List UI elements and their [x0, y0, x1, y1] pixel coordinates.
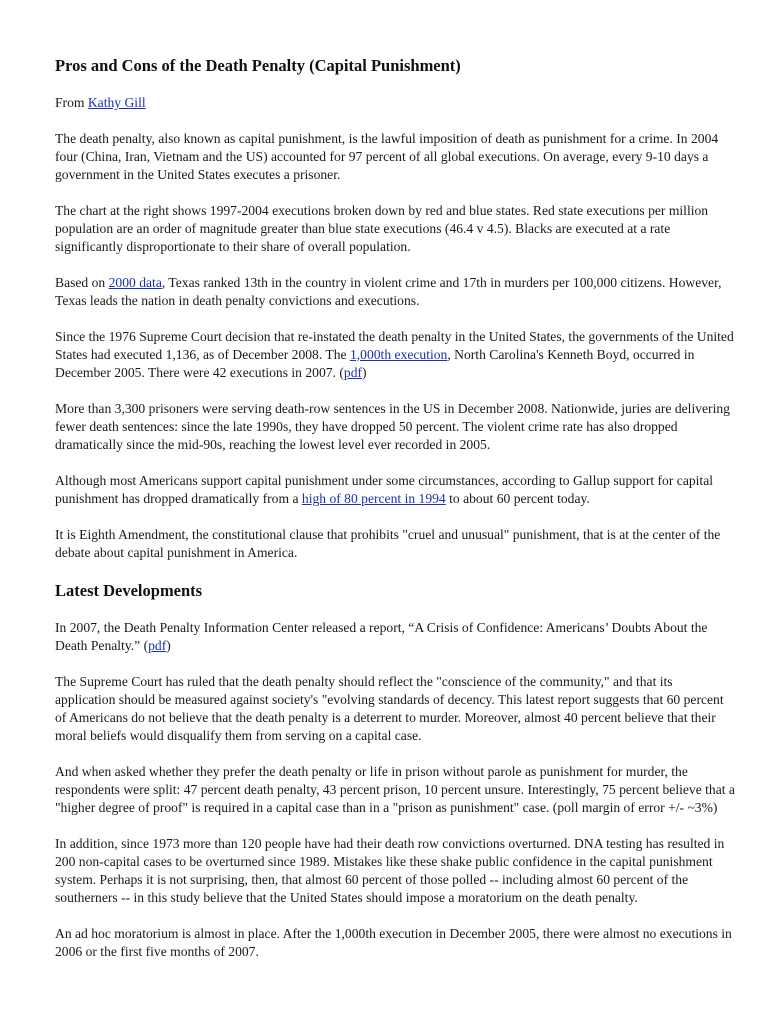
- section-heading-latest-developments: Latest Developments: [55, 581, 203, 600]
- author-link[interactable]: Kathy Gill: [87, 95, 146, 110]
- paragraph-poll-split: And when asked whether they prefer the death penalty or life in prison without parole as punishment for murder, the respondents were split: 47 percent death penalty, 43 percent prison, 10 percent unsure. Interestingly, 75 percent believe that a "higher degree of proof" is required in a capital case than in a "prison as punishment" case. (poll margin of error +/- ~3%): [55, 764, 735, 815]
- article-body: [55, 55, 735, 979]
- text-span: Based on: [55, 275, 109, 290]
- paragraph-conscience-of-community: The Supreme Court has ruled that the death penalty should reflect the "conscience of the community," and that its application should be measured against society's "evolving standards of decency. This latest report suggests that 60 percent of Americans do not believe that the death penalty is a deterrent to murder. Moreover, almost 40 percent believe that their moral beliefs would disqualify them from serving on a capital case.: [55, 674, 724, 743]
- byline: [55, 94, 735, 112]
- link-1000th-execution[interactable]: 1,000th execution: [349, 347, 448, 362]
- paragraph-gallup: [55, 472, 735, 508]
- link-2000-data[interactable]: 2000 data: [108, 275, 162, 290]
- byline-prefix: From: [55, 95, 88, 110]
- paragraph-death-row: More than 3,300 prisoners were serving death-row sentences in the US in December 2008. Nationwide, juries are delivering fewer death sentences: since the late 1990s, they have dropped 50 percent. The violent crime rate has also dropped dramatically since the mid-90s, reaching the lowest level ever recorded in 2005.: [55, 401, 730, 452]
- text-span: , Texas ranked 13th in the country in violent crime and 17th in murders per 100,000 citizens. However, Texas leads the nation in death penalty convictions and executions.: [55, 275, 722, 308]
- link-pdf-executions[interactable]: pdf: [343, 365, 363, 380]
- paragraph-eighth-amendment: It is Eighth Amendment, the constitutional clause that prohibits "cruel and unusual" punishment, that is at the center of the debate about capital punishment in America.: [55, 527, 721, 560]
- text-span: , North Carolina's Kenneth Boyd, occurred in December 2005. There were 42 executions in 2007. (: [55, 347, 695, 380]
- paragraph-texas: [55, 274, 735, 310]
- paragraph-overturned-convictions: In addition, since 1973 more than 120 people have had their death row convictions overturned. DNA testing has resulted in 200 non-capital cases to be overturned since 1989. Mistakes like these shake public confidence in the capital punishment system. Perhaps it is not surprising, then, that almost 60 percent of those polled -- including almost 60 percent of the southerners -- in this study believe that the United States should impose a moratorium on the death penalty.: [55, 836, 725, 905]
- paragraph-supreme-court-1976: [55, 328, 735, 382]
- paragraph-moratorium: An ad hoc moratorium is almost in place. After the 1,000th execution in December 2005, there were almost no executions in 2006 or the first five months of 2007.: [55, 926, 732, 959]
- text-span: to about 60 percent today.: [445, 491, 590, 506]
- link-pdf-report[interactable]: pdf: [148, 638, 167, 653]
- link-high-80-percent[interactable]: high of 80 percent in 1994: [301, 491, 446, 506]
- text-span: Since the 1976 Supreme Court decision that re-instated the death penalty in the United States, the governments of the United States had executed 1,136, as of December 2008. The: [55, 329, 734, 362]
- text-span: In 2007, the Death Penalty Information Center released a report, “A Crisis of Confidence: Americans’ Doubts About the Death Penalty.” (: [55, 620, 708, 653]
- text-span: ): [166, 638, 171, 653]
- paragraph-chart-reference: The chart at the right shows 1997-2004 executions broken down by red and blue states. Red state executions per million population are an order of magnitude greater than blue state executions (46.4 v 4.5). Blacks are executed at a rate significantly disproportionate to their share of overall population.: [55, 203, 709, 254]
- paragraph-intro: The death penalty, also known as capital punishment, is the lawful imposition of death as punishment for a crime. In 2004 four (China, Iran, Vietnam and the US) accounted for 97 percent of all global executions. On average, every 9-10 days a government in the United States executes a prisoner.: [55, 131, 719, 182]
- text-span: ): [362, 365, 367, 380]
- article-title: Pros and Cons of the Death Penalty (Capital Punishment): [55, 56, 461, 75]
- text-span: Although most Americans support capital punishment under some circumstances, according to Gallup support for capital punishment has dropped dramatically from a: [55, 473, 714, 506]
- paragraph-dpic-report: [55, 619, 735, 655]
